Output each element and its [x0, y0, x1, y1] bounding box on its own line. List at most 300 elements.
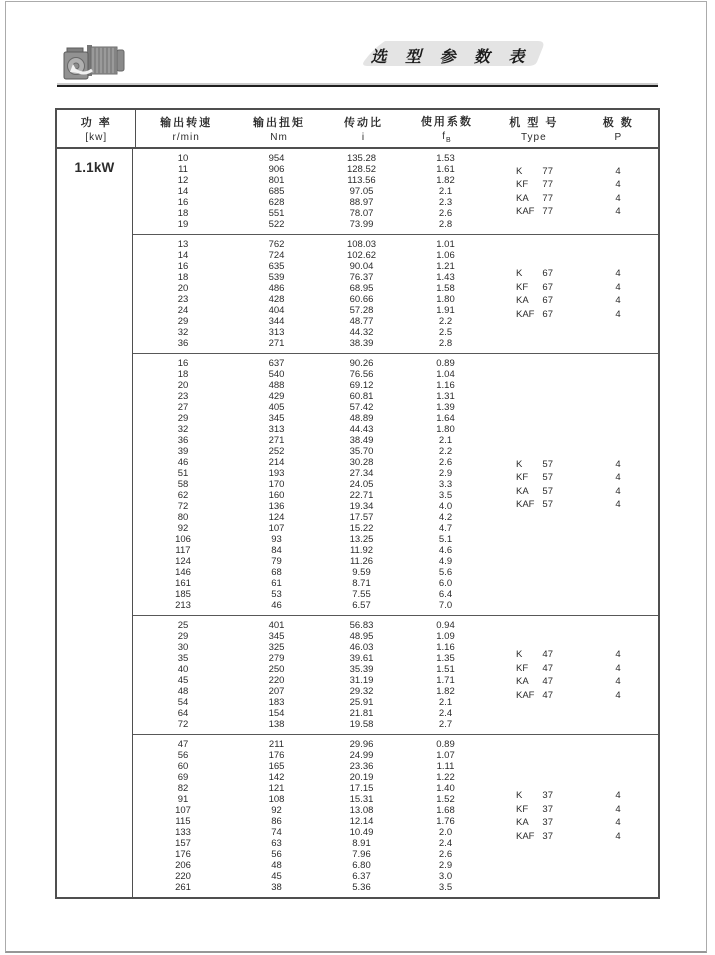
ratio-cell: 60.81 [349, 391, 374, 402]
group-rows [133, 239, 488, 349]
torque-cell: 271 [268, 338, 285, 349]
ratio-cell: 48.89 [349, 413, 374, 424]
factor-cell: 1.22 [436, 772, 455, 783]
table-row [133, 219, 488, 230]
speed-cell: 40 [177, 664, 189, 675]
ratio-cell: 20.19 [349, 772, 374, 783]
poles-value: 4 [615, 485, 621, 497]
poles-value: 4 [615, 206, 621, 217]
ratio-cell: 48.95 [349, 631, 374, 642]
factor-cell: 1.39 [436, 402, 455, 413]
ratio-cell: 13.25 [349, 534, 374, 545]
ratio-cell: 6.57 [352, 600, 371, 611]
table-row [133, 512, 488, 523]
table-row [133, 186, 488, 197]
speed-cell: 11 [178, 164, 188, 175]
speed-cell: 29 [177, 316, 189, 327]
table-row [133, 664, 488, 675]
factor-cell: 1.16 [436, 380, 455, 391]
group-rows [133, 739, 488, 893]
speed-cell: 18 [177, 208, 189, 219]
torque-cell: 176 [268, 750, 285, 761]
ratio-cell: 35.70 [349, 446, 374, 457]
factor-cell: 2.1 [438, 435, 453, 446]
table-row [133, 556, 488, 567]
speed-cell: 32 [177, 327, 189, 338]
speed-cell: 18 [177, 272, 189, 283]
poles-value: 4 [615, 790, 621, 801]
factor-cell: 2.3 [438, 197, 453, 208]
table-row [133, 523, 488, 534]
model-type-label: KAF 37 [516, 830, 553, 842]
selection-parameter-table [55, 108, 660, 899]
speed-cell: 20 [177, 283, 189, 294]
poles-value: 4 [615, 179, 621, 190]
poles-value: 4 [615, 817, 621, 828]
speed-cell: 30 [177, 642, 189, 653]
factor-cell: 1.21 [436, 261, 455, 272]
table-row [133, 239, 488, 250]
ratio-cell: 39.61 [349, 653, 374, 664]
ratio-cell: 25.91 [349, 697, 374, 708]
poles-value: 4 [615, 499, 621, 510]
speed-cell: 69 [177, 772, 189, 783]
model-type-label: K 67 [516, 268, 553, 279]
factor-cell: 2.6 [438, 208, 453, 219]
ratio-cell: 22.71 [349, 490, 374, 501]
torque-cell: 486 [268, 283, 285, 294]
speed-cell: 45 [177, 675, 189, 686]
speed-cell: 29 [177, 631, 189, 642]
poles-value: 4 [615, 458, 621, 470]
table-row [133, 772, 488, 783]
torque-cell: 38 [271, 882, 282, 893]
table-row [133, 391, 488, 402]
speed-cell: 213 [175, 600, 191, 611]
poles-value: 4 [615, 268, 621, 279]
torque-cell: 522 [268, 219, 285, 230]
speed-cell: 46 [177, 457, 189, 468]
factor-cell: 1.35 [436, 653, 455, 664]
speed-cell: 72 [177, 719, 189, 730]
speed-cell: 56 [177, 750, 189, 761]
ratio-cell: 76.37 [349, 272, 374, 283]
torque-cell: 637 [268, 358, 285, 369]
header-service-factor-label: 使用系数 [420, 116, 473, 128]
speed-cell: 92 [177, 523, 189, 534]
speed-cell: 54 [177, 697, 189, 708]
factor-cell: 4.2 [438, 512, 453, 523]
type-cell [488, 789, 578, 843]
header-torque-unit: Nm [270, 132, 288, 143]
poles-cell [578, 648, 658, 702]
ratio-cell: 6.80 [352, 860, 371, 871]
factor-cell: 1.82 [436, 175, 455, 186]
speed-cell: 10 [177, 153, 189, 164]
table-row [133, 479, 488, 490]
speed-cell: 23 [177, 294, 189, 305]
factor-cell: 1.11 [436, 761, 455, 772]
header-ratio-unit: i [361, 132, 366, 143]
model-type-label: KAF 57 [516, 499, 553, 510]
torque-cell: 250 [268, 664, 285, 675]
torque-cell: 108 [268, 794, 285, 805]
table-row [133, 567, 488, 578]
table-row [133, 446, 488, 457]
table-row [133, 153, 488, 164]
speed-cell: 47 [177, 739, 189, 750]
ratio-cell: 57.42 [349, 402, 374, 413]
speed-cell: 220 [175, 871, 191, 882]
poles-value: 4 [615, 295, 621, 306]
torque-cell: 313 [268, 424, 285, 435]
table-row [133, 358, 488, 369]
torque-cell: 142 [268, 772, 285, 783]
torque-cell: 635 [268, 261, 285, 272]
header-service-factor-unit: $f_B$ [442, 131, 452, 144]
speed-cell: 24 [177, 305, 189, 316]
factor-cell: 6.0 [438, 578, 453, 589]
torque-cell: 724 [268, 250, 285, 261]
factor-cell: 3.5 [438, 490, 453, 501]
factor-cell: 1.04 [436, 369, 455, 380]
poles-value: 4 [615, 192, 621, 204]
torque-cell: 252 [268, 446, 285, 457]
model-type-label: KAF 77 [516, 206, 553, 217]
factor-cell: 2.2 [438, 316, 453, 327]
factor-cell: 2.2 [438, 446, 453, 457]
poles-value: 4 [615, 281, 621, 293]
model-type-label: KA 77 [516, 192, 553, 204]
table-row [133, 316, 488, 327]
ratio-cell: 44.43 [349, 424, 374, 435]
factor-cell: 0.94 [436, 620, 455, 631]
table-row [133, 642, 488, 653]
ratio-cell: 60.66 [349, 294, 374, 305]
torque-cell: 345 [268, 631, 285, 642]
torque-cell: 401 [268, 620, 285, 631]
speed-cell: 51 [177, 468, 189, 479]
model-type-label: K 47 [516, 649, 553, 660]
torque-cell: 762 [268, 239, 285, 250]
speed-cell: 16 [177, 358, 189, 369]
table-row [133, 653, 488, 664]
speed-cell: 115 [175, 816, 191, 827]
type-cell [488, 458, 578, 512]
header-power-label: 功 率 [80, 117, 112, 129]
speed-cell: 124 [175, 556, 191, 567]
header-speed-label: 输出转速 [160, 117, 213, 129]
torque-cell: 405 [268, 402, 285, 413]
header-speed-unit: r/min [172, 132, 200, 143]
torque-cell: 801 [268, 175, 285, 186]
torque-cell: 429 [268, 391, 285, 402]
ratio-cell: 24.99 [349, 750, 374, 761]
table-row [133, 208, 488, 219]
factor-cell: 3.5 [438, 882, 453, 893]
ratio-cell: 38.49 [349, 435, 374, 446]
factor-cell: 2.0 [438, 827, 453, 838]
table-row [133, 816, 488, 827]
table-row [133, 413, 488, 424]
table-row [133, 578, 488, 589]
table-group [133, 149, 658, 234]
table-row [133, 197, 488, 208]
torque-cell: 74 [271, 827, 282, 838]
poles-cell [578, 267, 658, 321]
factor-cell: 2.9 [438, 468, 453, 479]
ratio-cell: 78.07 [349, 208, 374, 219]
ratio-cell: 68.95 [349, 283, 374, 294]
torque-cell: 45 [271, 871, 282, 882]
factor-cell: 1.58 [436, 283, 455, 294]
table-row [133, 686, 488, 697]
model-type-label: KF 67 [516, 281, 553, 293]
factor-cell: 1.52 [436, 794, 455, 805]
speed-cell: 146 [175, 567, 191, 578]
table-row [133, 369, 488, 380]
ratio-cell: 15.22 [349, 523, 374, 534]
factor-cell: 2.8 [438, 219, 453, 230]
table-group [133, 234, 658, 353]
column-header-torque [236, 110, 322, 147]
poles-value: 4 [615, 803, 621, 815]
table-row [133, 545, 488, 556]
table-row [133, 468, 488, 479]
table-row [133, 250, 488, 261]
factor-cell: 2.1 [438, 697, 453, 708]
table-header-row [57, 110, 658, 149]
ratio-cell: 135.28 [346, 153, 377, 164]
ratio-cell: 24.05 [349, 479, 374, 490]
gear-motor-image [61, 39, 129, 85]
speed-cell: 32 [177, 424, 189, 435]
table-row [133, 305, 488, 316]
speed-cell: 107 [175, 805, 191, 816]
ratio-cell: 29.96 [349, 739, 374, 750]
ratio-cell: 88.97 [349, 197, 374, 208]
table-row [133, 501, 488, 512]
column-header-ratio [322, 110, 404, 147]
ratio-cell: 7.96 [352, 849, 371, 860]
speed-cell: 80 [177, 512, 189, 523]
title-badge [361, 38, 547, 69]
table-row [133, 261, 488, 272]
factor-cell: 1.80 [436, 424, 455, 435]
speed-cell: 91 [177, 794, 189, 805]
header-power-unit: [kw] [85, 132, 108, 143]
ratio-cell: 35.39 [349, 664, 374, 675]
table-row [133, 719, 488, 730]
table-row [133, 589, 488, 600]
torque-cell: 79 [271, 556, 282, 567]
speed-cell: 106 [175, 534, 191, 545]
ratio-cell: 44.32 [349, 327, 374, 338]
factor-cell: 2.6 [438, 849, 453, 860]
factor-cell: 1.82 [436, 686, 455, 697]
table-row [133, 283, 488, 294]
poles-value: 4 [615, 308, 621, 320]
group-rows [133, 620, 488, 730]
type-cell [488, 165, 578, 219]
model-type-label: KA 57 [516, 485, 553, 497]
model-type-label: KA 67 [516, 295, 553, 306]
torque-cell: 68 [271, 567, 282, 578]
speed-cell: 16 [177, 261, 189, 272]
model-type-label: K 77 [516, 165, 553, 177]
speed-cell: 19 [177, 219, 189, 230]
table-row [133, 272, 488, 283]
model-type-label: KA 47 [516, 676, 553, 687]
speed-cell: 58 [177, 479, 189, 490]
ratio-cell: 21.81 [349, 708, 374, 719]
ratio-cell: 57.28 [349, 305, 374, 316]
factor-cell: 1.51 [436, 664, 455, 675]
poles-cell [578, 165, 658, 219]
table-row [133, 620, 488, 631]
table-row [133, 794, 488, 805]
ratio-cell: 17.57 [349, 512, 374, 523]
table-row [133, 457, 488, 468]
factor-cell: 7.0 [438, 600, 453, 611]
factor-cell: 4.0 [438, 501, 453, 512]
factor-cell: 6.4 [438, 589, 453, 600]
torque-cell: 170 [268, 479, 285, 490]
torque-cell: 488 [268, 380, 285, 391]
ratio-cell: 6.37 [352, 871, 371, 882]
torque-cell: 124 [268, 512, 285, 523]
speed-cell: 157 [175, 838, 191, 849]
factor-cell: 1.31 [436, 391, 455, 402]
model-type-label: KF 47 [516, 662, 553, 674]
factor-cell: 1.61 [436, 164, 455, 175]
table-groups [133, 149, 658, 897]
factor-cell: 1.07 [436, 750, 455, 761]
torque-cell: 86 [271, 816, 282, 827]
table-row [133, 805, 488, 816]
factor-cell: 1.01 [436, 239, 455, 250]
header-poles-label: 极 数 [602, 117, 634, 129]
poles-value: 4 [615, 662, 621, 674]
factor-cell: 1.68 [436, 805, 455, 816]
ratio-cell: 113.56 [347, 175, 376, 186]
ratio-cell: 56.83 [349, 620, 374, 631]
torque-cell: 160 [268, 490, 285, 501]
ratio-cell: 12.14 [349, 816, 374, 827]
speed-cell: 13 [177, 239, 189, 250]
torque-cell: 154 [268, 708, 285, 719]
speed-cell: 64 [177, 708, 189, 719]
table-row [133, 860, 488, 871]
ratio-cell: 76.56 [349, 369, 374, 380]
speed-cell: 36 [177, 338, 189, 349]
model-type-label: KAF 67 [516, 308, 553, 320]
torque-cell: 193 [268, 468, 285, 479]
speed-cell: 117 [175, 545, 191, 556]
torque-cell: 906 [268, 164, 285, 175]
ratio-cell: 10.49 [349, 827, 374, 838]
speed-cell: 133 [175, 827, 191, 838]
ratio-cell: 108.03 [346, 239, 377, 250]
torque-cell: 428 [268, 294, 285, 305]
ratio-cell: 128.52 [346, 164, 377, 175]
factor-cell: 1.06 [436, 250, 455, 261]
torque-cell: 53 [271, 589, 282, 600]
torque-cell: 63 [271, 838, 282, 849]
torque-cell: 61 [271, 578, 282, 589]
torque-cell: 344 [268, 316, 285, 327]
factor-cell: 1.76 [436, 816, 455, 827]
torque-cell: 138 [268, 719, 285, 730]
torque-cell: 46 [271, 600, 282, 611]
poles-value: 4 [615, 830, 621, 842]
speed-cell: 35 [177, 653, 189, 664]
speed-cell: 20 [177, 380, 189, 391]
table-row [133, 827, 488, 838]
speed-cell: 176 [175, 849, 191, 860]
model-type-label: KAF 47 [516, 689, 553, 701]
torque-cell: 183 [268, 697, 285, 708]
factor-cell: 1.16 [436, 642, 455, 653]
factor-cell: 2.9 [438, 860, 453, 871]
speed-cell: 27 [177, 402, 189, 413]
ratio-cell: 30.28 [349, 457, 374, 468]
torque-cell: 685 [268, 186, 285, 197]
factor-cell: 2.7 [438, 719, 453, 730]
ratio-cell: 73.99 [349, 219, 374, 230]
column-header-speed [136, 110, 235, 147]
torque-cell: 121 [268, 783, 285, 794]
speed-cell: 29 [177, 413, 189, 424]
poles-value: 4 [615, 649, 621, 660]
factor-cell: 2.5 [438, 327, 453, 338]
ratio-cell: 8.91 [352, 838, 371, 849]
header-divider-rule [57, 85, 658, 87]
ratio-cell: 11.92 [349, 545, 374, 556]
factor-cell: 0.89 [436, 358, 455, 369]
torque-cell: 404 [268, 305, 285, 316]
torque-cell: 628 [268, 197, 285, 208]
table-row [133, 739, 488, 750]
table-row [133, 424, 488, 435]
torque-cell: 539 [268, 272, 285, 283]
table-group [133, 353, 658, 615]
table-row [133, 882, 488, 893]
torque-cell: 48 [271, 860, 282, 871]
factor-cell: 3.3 [438, 479, 453, 490]
poles-value: 4 [615, 689, 621, 701]
table-row [133, 783, 488, 794]
ratio-cell: 38.39 [349, 338, 374, 349]
torque-cell: 136 [268, 501, 285, 512]
model-type-label: K 37 [516, 790, 553, 801]
model-type-label: KF 37 [516, 803, 553, 815]
torque-cell: 214 [268, 457, 285, 468]
poles-value: 4 [615, 676, 621, 687]
table-row [133, 871, 488, 882]
ratio-cell: 29.32 [349, 686, 374, 697]
factor-cell: 1.53 [436, 153, 455, 164]
header-ratio-label: 传动比 [343, 117, 383, 129]
ratio-cell: 17.15 [349, 783, 374, 794]
speed-cell: 18 [177, 369, 189, 380]
torque-cell: 345 [268, 413, 285, 424]
factor-cell: 1.91 [436, 305, 455, 316]
speed-cell: 39 [177, 446, 189, 457]
table-row [133, 631, 488, 642]
table-row [133, 534, 488, 545]
page-title: 选 型 参 数 表 [370, 49, 532, 66]
